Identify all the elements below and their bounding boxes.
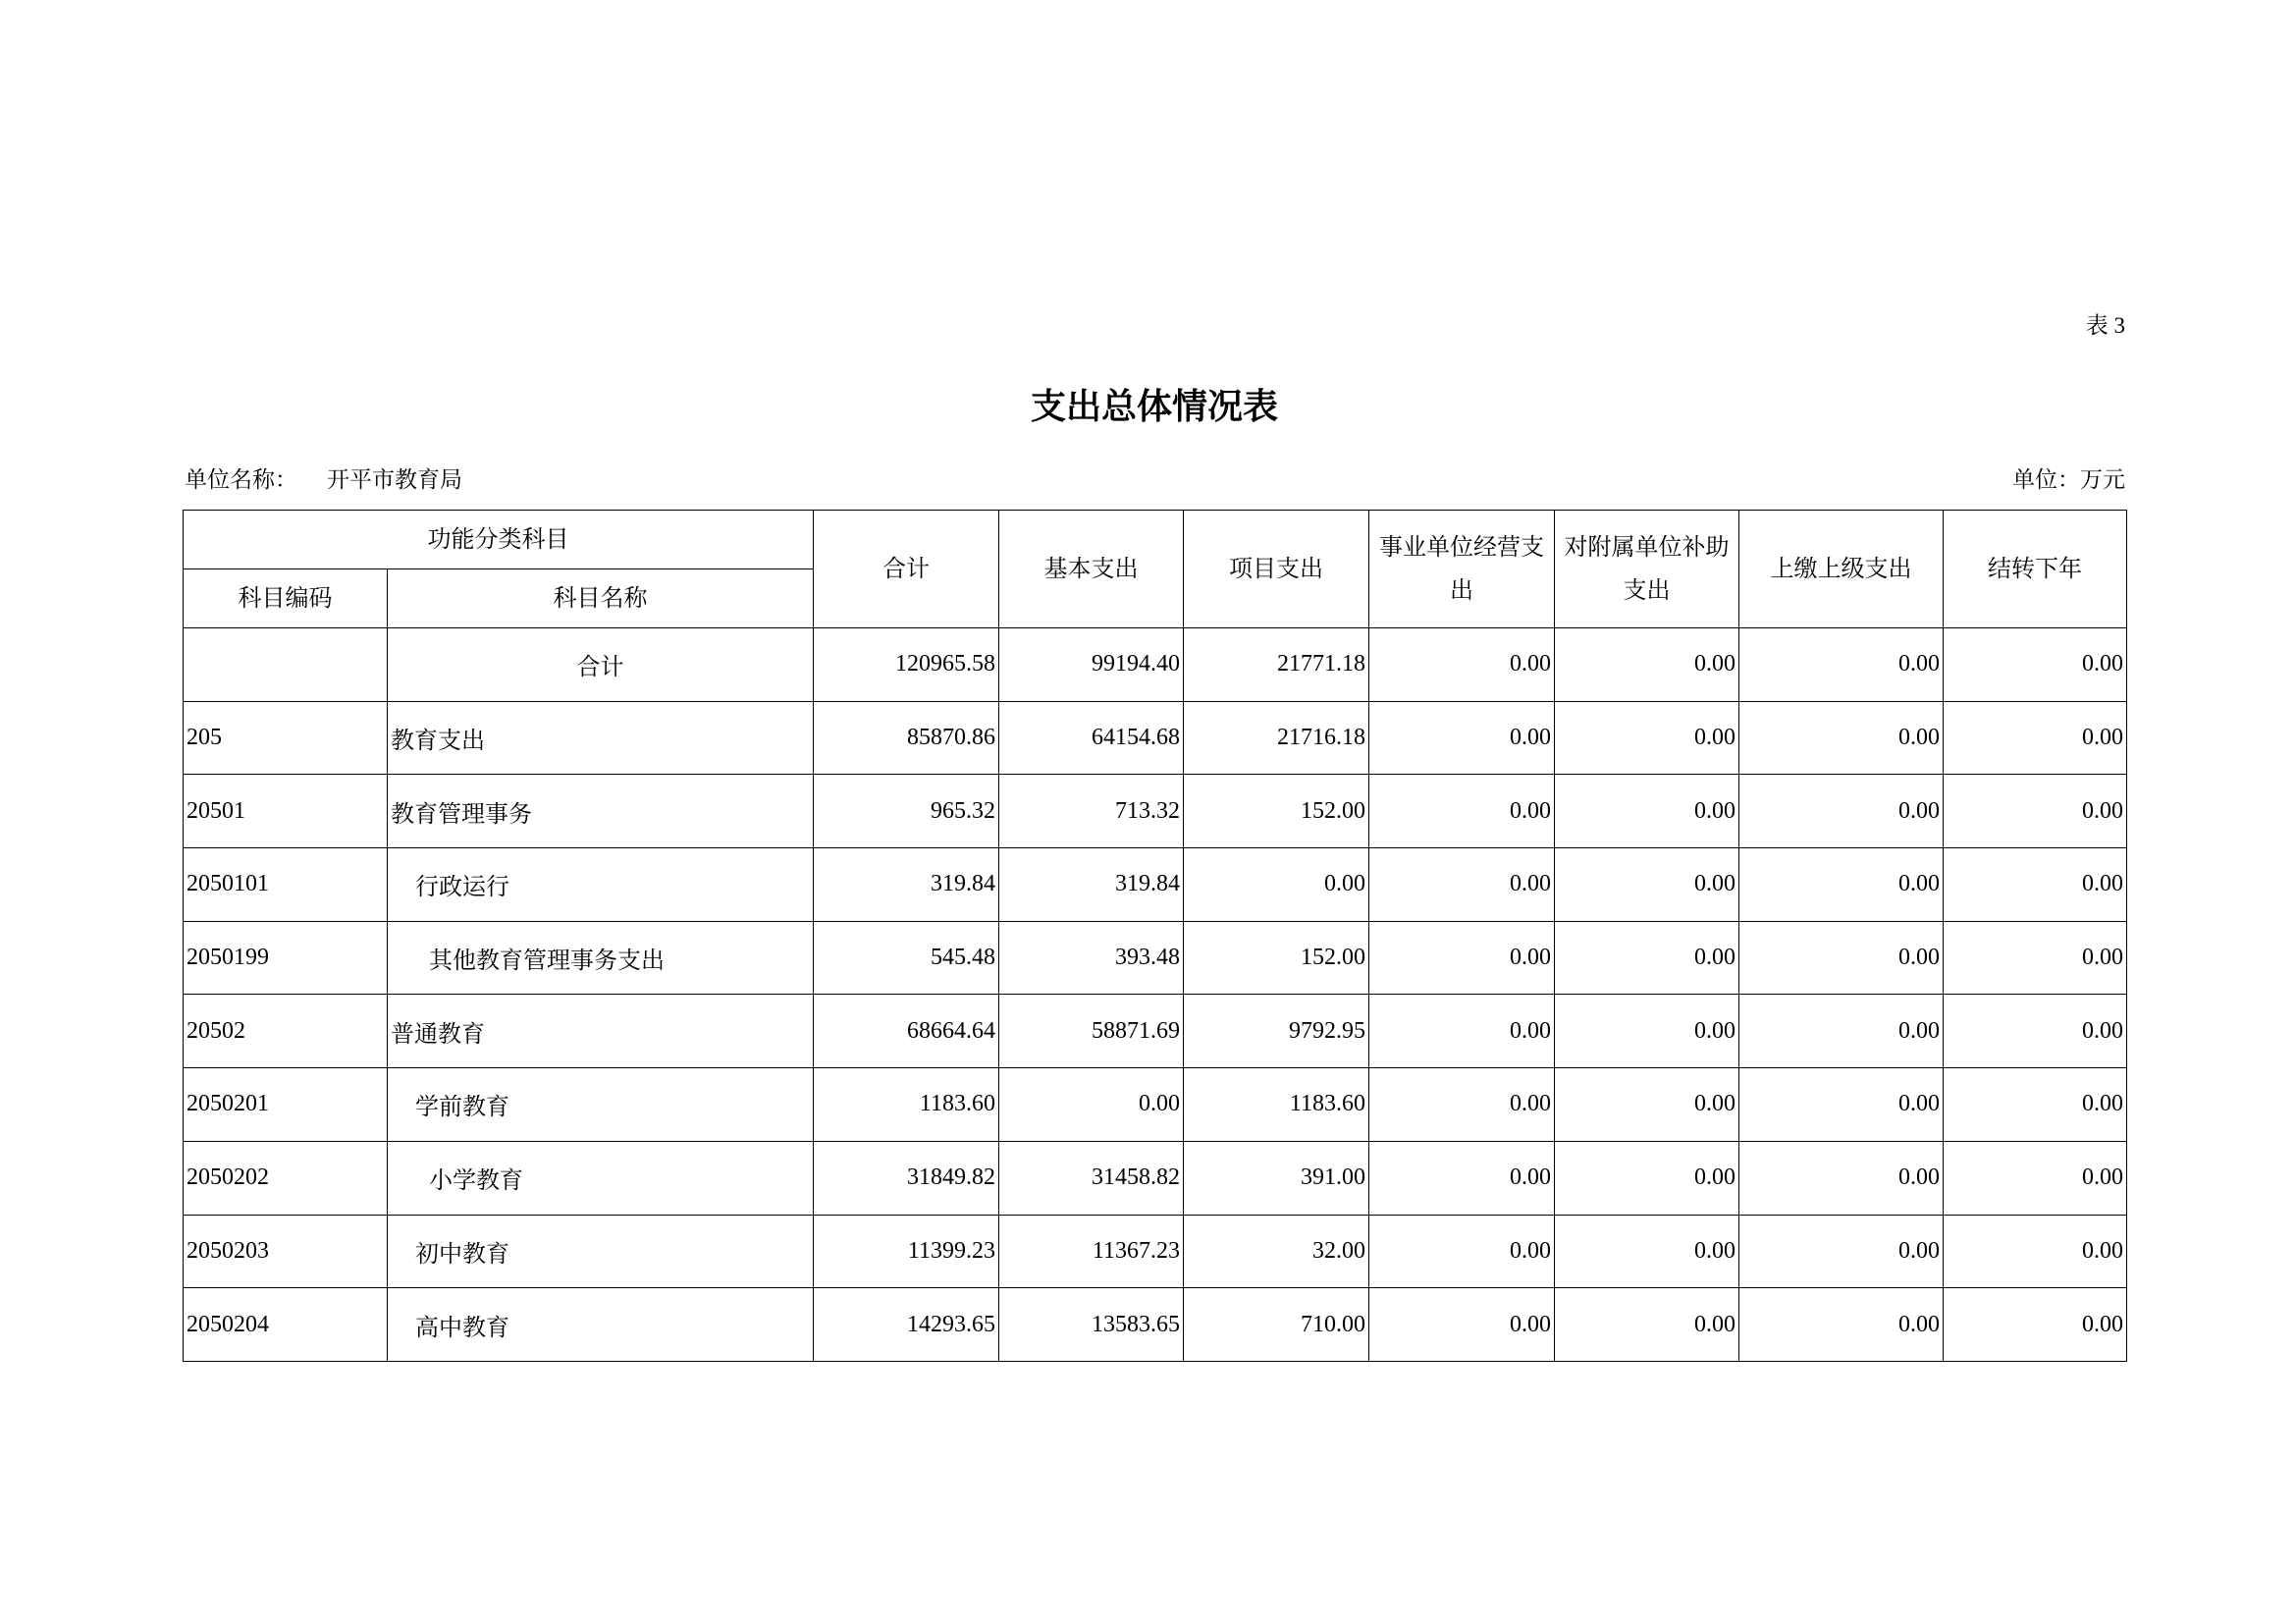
cell-code: 20501: [184, 775, 388, 848]
cell-total: 319.84: [814, 848, 999, 922]
header-business-expenditure: 事业单位经营支出: [1369, 511, 1555, 628]
header-total: 合计: [814, 511, 999, 628]
cell-code: 20502: [184, 995, 388, 1068]
cell-code: 2050201: [184, 1068, 388, 1142]
cell-subsidy: 0.00: [1555, 995, 1739, 1068]
cell-remit: 0.00: [1739, 1068, 1944, 1142]
cell-business: 0.00: [1369, 995, 1555, 1068]
cell-remit: 0.00: [1739, 701, 1944, 775]
header-group-functional-category: 功能分类科目: [184, 511, 814, 569]
page-title: 支出总体情况表: [1030, 387, 1278, 426]
cell-name: 行政运行: [388, 848, 814, 922]
cell-basic: 11367.23: [999, 1215, 1184, 1288]
table-row: [184, 1215, 2127, 1288]
cell-subsidy: 0.00: [1555, 1215, 1739, 1288]
cell-project: 21716.18: [1184, 701, 1369, 775]
cell-business: 0.00: [1369, 1288, 1555, 1362]
cell-project: 710.00: [1184, 1288, 1369, 1362]
cell-subsidy: 0.00: [1555, 628, 1739, 702]
cell-carry: 0.00: [1944, 921, 2127, 995]
cell-remit: 0.00: [1739, 1215, 1944, 1288]
cell-subsidy: 0.00: [1555, 1141, 1739, 1215]
cell-project: 391.00: [1184, 1141, 1369, 1215]
cell-total: 545.48: [814, 921, 999, 995]
table-row: [184, 701, 2127, 775]
cell-basic: 31458.82: [999, 1141, 1184, 1215]
cell-basic: 13583.65: [999, 1288, 1184, 1362]
unit-name-label: 单位名称：: [185, 467, 297, 492]
cell-name: 初中教育: [388, 1215, 814, 1288]
cell-name: 合计: [388, 628, 814, 702]
cell-business: 0.00: [1369, 921, 1555, 995]
cell-name: 教育支出: [388, 701, 814, 775]
cell-subsidy: 0.00: [1555, 701, 1739, 775]
cell-remit: 0.00: [1739, 921, 1944, 995]
table-header: [184, 511, 2127, 628]
cell-remit: 0.00: [1739, 628, 1944, 702]
cell-total: 85870.86: [814, 701, 999, 775]
cell-code: 2050202: [184, 1141, 388, 1215]
expenditure-table: [183, 510, 2127, 1362]
cell-project: 1183.60: [1184, 1068, 1369, 1142]
cell-project: 21771.18: [1184, 628, 1369, 702]
table-row: [184, 1288, 2127, 1362]
cell-basic: 0.00: [999, 1068, 1184, 1142]
table-row: [184, 775, 2127, 848]
cell-name: 教育管理事务: [388, 775, 814, 848]
cell-total: 31849.82: [814, 1141, 999, 1215]
cell-basic: 58871.69: [999, 995, 1184, 1068]
cell-basic: 393.48: [999, 921, 1184, 995]
cell-total: 965.32: [814, 775, 999, 848]
cell-subsidy: 0.00: [1555, 1068, 1739, 1142]
header-subject-code: 科目编码: [184, 569, 388, 628]
table-number: 表 3: [2085, 313, 2125, 338]
cell-subsidy: 0.00: [1555, 921, 1739, 995]
cell-project: 9792.95: [1184, 995, 1369, 1068]
table-row: [184, 995, 2127, 1068]
cell-basic: 319.84: [999, 848, 1184, 922]
cell-business: 0.00: [1369, 848, 1555, 922]
cell-remit: 0.00: [1739, 1141, 1944, 1215]
cell-total: 68664.64: [814, 995, 999, 1068]
table-row: [184, 628, 2127, 702]
cell-code: 2050203: [184, 1215, 388, 1288]
cell-name: 高中教育: [388, 1288, 814, 1362]
cell-code: 2050204: [184, 1288, 388, 1362]
cell-basic: 713.32: [999, 775, 1184, 848]
cell-name: 其他教育管理事务支出: [388, 921, 814, 995]
cell-remit: 0.00: [1739, 1288, 1944, 1362]
cell-project: 152.00: [1184, 921, 1369, 995]
currency-unit: 单位：万元: [2012, 467, 2125, 492]
cell-carry: 0.00: [1944, 1215, 2127, 1288]
cell-project: 0.00: [1184, 848, 1369, 922]
cell-carry: 0.00: [1944, 1288, 2127, 1362]
cell-code: 2050199: [184, 921, 388, 995]
cell-project: 152.00: [1184, 775, 1369, 848]
cell-code: 2050101: [184, 848, 388, 922]
cell-code: [184, 628, 388, 702]
table-row: [184, 848, 2127, 922]
header-carry-forward: 结转下年: [1944, 511, 2127, 628]
cell-remit: 0.00: [1739, 848, 1944, 922]
header-basic-expenditure: 基本支出: [999, 511, 1184, 628]
cell-carry: 0.00: [1944, 775, 2127, 848]
cell-carry: 0.00: [1944, 1068, 2127, 1142]
cell-total: 1183.60: [814, 1068, 999, 1142]
cell-business: 0.00: [1369, 701, 1555, 775]
cell-carry: 0.00: [1944, 848, 2127, 922]
cell-name: 小学教育: [388, 1141, 814, 1215]
cell-name: 学前教育: [388, 1068, 814, 1142]
cell-total: 14293.65: [814, 1288, 999, 1362]
cell-basic: 99194.40: [999, 628, 1184, 702]
table-row: [184, 1068, 2127, 1142]
cell-carry: 0.00: [1944, 701, 2127, 775]
cell-carry: 0.00: [1944, 1141, 2127, 1215]
header-subject-name: 科目名称: [388, 569, 814, 628]
cell-business: 0.00: [1369, 775, 1555, 848]
table-row: [184, 1141, 2127, 1215]
unit-name-value: 开平市教育局: [327, 467, 462, 492]
cell-carry: 0.00: [1944, 995, 2127, 1068]
cell-subsidy: 0.00: [1555, 775, 1739, 848]
cell-basic: 64154.68: [999, 701, 1184, 775]
cell-total: 120965.58: [814, 628, 999, 702]
unit-name-line: [185, 466, 462, 494]
cell-business: 0.00: [1369, 628, 1555, 702]
cell-business: 0.00: [1369, 1215, 1555, 1288]
cell-subsidy: 0.00: [1555, 848, 1739, 922]
table-body: [184, 628, 2127, 1362]
header-subsidy-expenditure: 对附属单位补助支出: [1555, 511, 1739, 628]
cell-project: 32.00: [1184, 1215, 1369, 1288]
cell-business: 0.00: [1369, 1141, 1555, 1215]
cell-code: 205: [184, 701, 388, 775]
cell-name: 普通教育: [388, 995, 814, 1068]
cell-business: 0.00: [1369, 1068, 1555, 1142]
cell-remit: 0.00: [1739, 775, 1944, 848]
cell-carry: 0.00: [1944, 628, 2127, 702]
header-remit-expenditure: 上缴上级支出: [1739, 511, 1944, 628]
cell-remit: 0.00: [1739, 995, 1944, 1068]
cell-subsidy: 0.00: [1555, 1288, 1739, 1362]
table-row: [184, 921, 2127, 995]
header-project-expenditure: 项目支出: [1184, 511, 1369, 628]
cell-total: 11399.23: [814, 1215, 999, 1288]
